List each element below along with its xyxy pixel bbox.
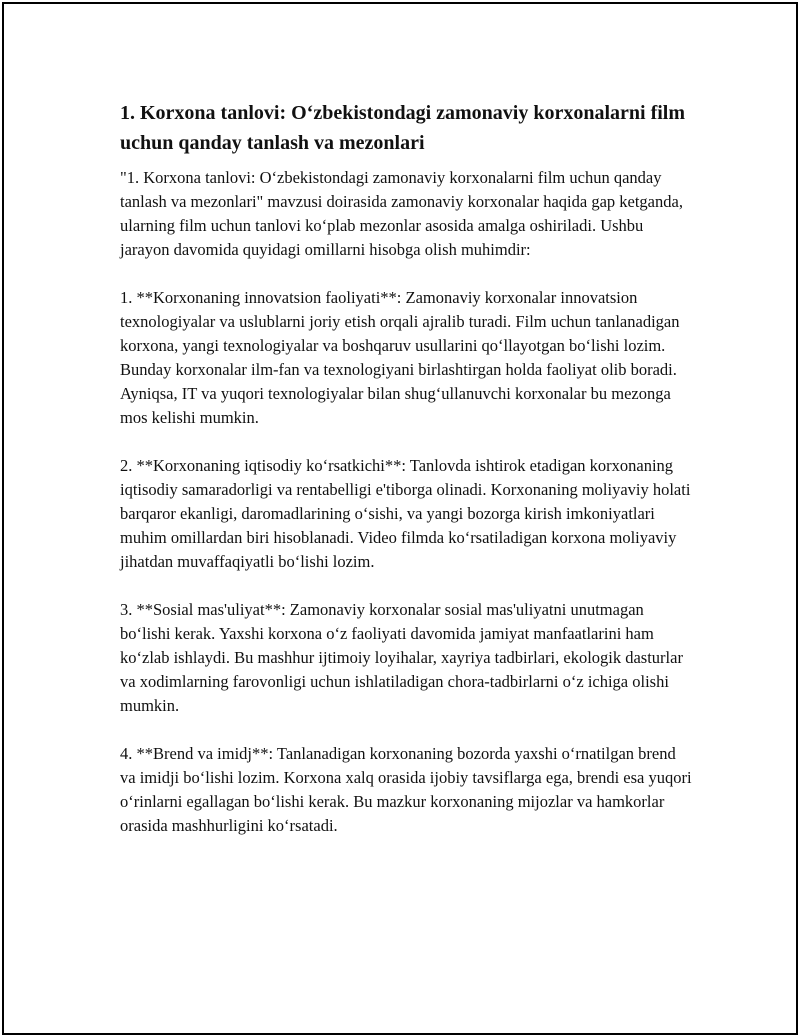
paragraph-innovation: 1. **Korxonaning innovatsion faoliyati**: Zamonaviy korxonalar innovatsion texnologiyalar va uslublarni joriy etish orqali ajralib turadi. Film uchun tanlanadigan korxona, yangi texnologiyalar va boshqaruv usullarini qo‘llayotgan bo‘lishi lozim. Bunday korxonalar ilm-fan va texnologiyani birlashtirgan holda faoliyat olib boradi. Ayniqsa, IT va yuqori texnologiyalar bilan shug‘ullanuvchi korxonalar bu mezonga mos kelishi mumkin.: [120, 288, 680, 427]
document-body: [120, 98, 692, 862]
paragraph-social: 3. **Sosial mas'uliyat**: Zamonaviy korxonalar sosial mas'uliyatni unutmagan bo‘lishi kerak. Yaxshi korxona o‘z faoliyati davomida jamiyat manfaatlarini ham ko‘zlab ishlaydi. Bu mashhur ijtimoiy loyihalar, xayriya tadbirlari, ekologik dasturlar va xodimlarning farovonligi uchun ishlatiladigan chora-tadbirlarni o‘z ichiga olishi mumkin.: [120, 600, 683, 715]
paragraph-economic: 2. **Korxonaning iqtisodiy ko‘rsatkichi**: Tanlovda ishtirok etadigan korxonaning iqtisodiy samaradorligi va rentabelligi e'tiborga olinadi. Korxonaning moliyaviy holati barqaror ekanligi, daromadlarining o‘sishi, va yangi bozorga kirish imkoniyatlari muhim omillardan biri hisoblanadi. Video filmda ko‘rsatiladigan korxona moliyaviy jihatdan muvaffaqiyatli bo‘lishi lozim.: [120, 456, 691, 571]
paragraph-brand: 4. **Brend va imidj**: Tanlanadigan korxonaning bozorda yaxshi o‘rnatilgan brend va imidji bo‘lishi lozim. Korxona xalq orasida ijobiy tavsiflarga ega, brendi esa yuqori o‘rinlarni egallagan bo‘lishi kerak. Bu mazkur korxonaning mijozlar va hamkorlar orasida mashhurligini ko‘rsatadi.: [120, 744, 692, 835]
page-frame: [2, 2, 798, 1035]
document-title: 1. Korxona tanlovi: O‘zbekistondagi zamonaviy korxonalarni film uchun qanday tanlash va mezonlari: [120, 102, 686, 154]
intro-paragraph: "1. Korxona tanlovi: O‘zbekistondagi zamonaviy korxonalarni film uchun qanday tanlash va mezonlari" mavzusi doirasida zamonaviy korxonalar haqida gap ketganda, ularning film uchun tanlovi ko‘plab mezonlar asosida amalga oshiriladi. Ushbu jarayon davomida quyidagi omillarni hisobga olish muhimdir:: [120, 168, 683, 259]
